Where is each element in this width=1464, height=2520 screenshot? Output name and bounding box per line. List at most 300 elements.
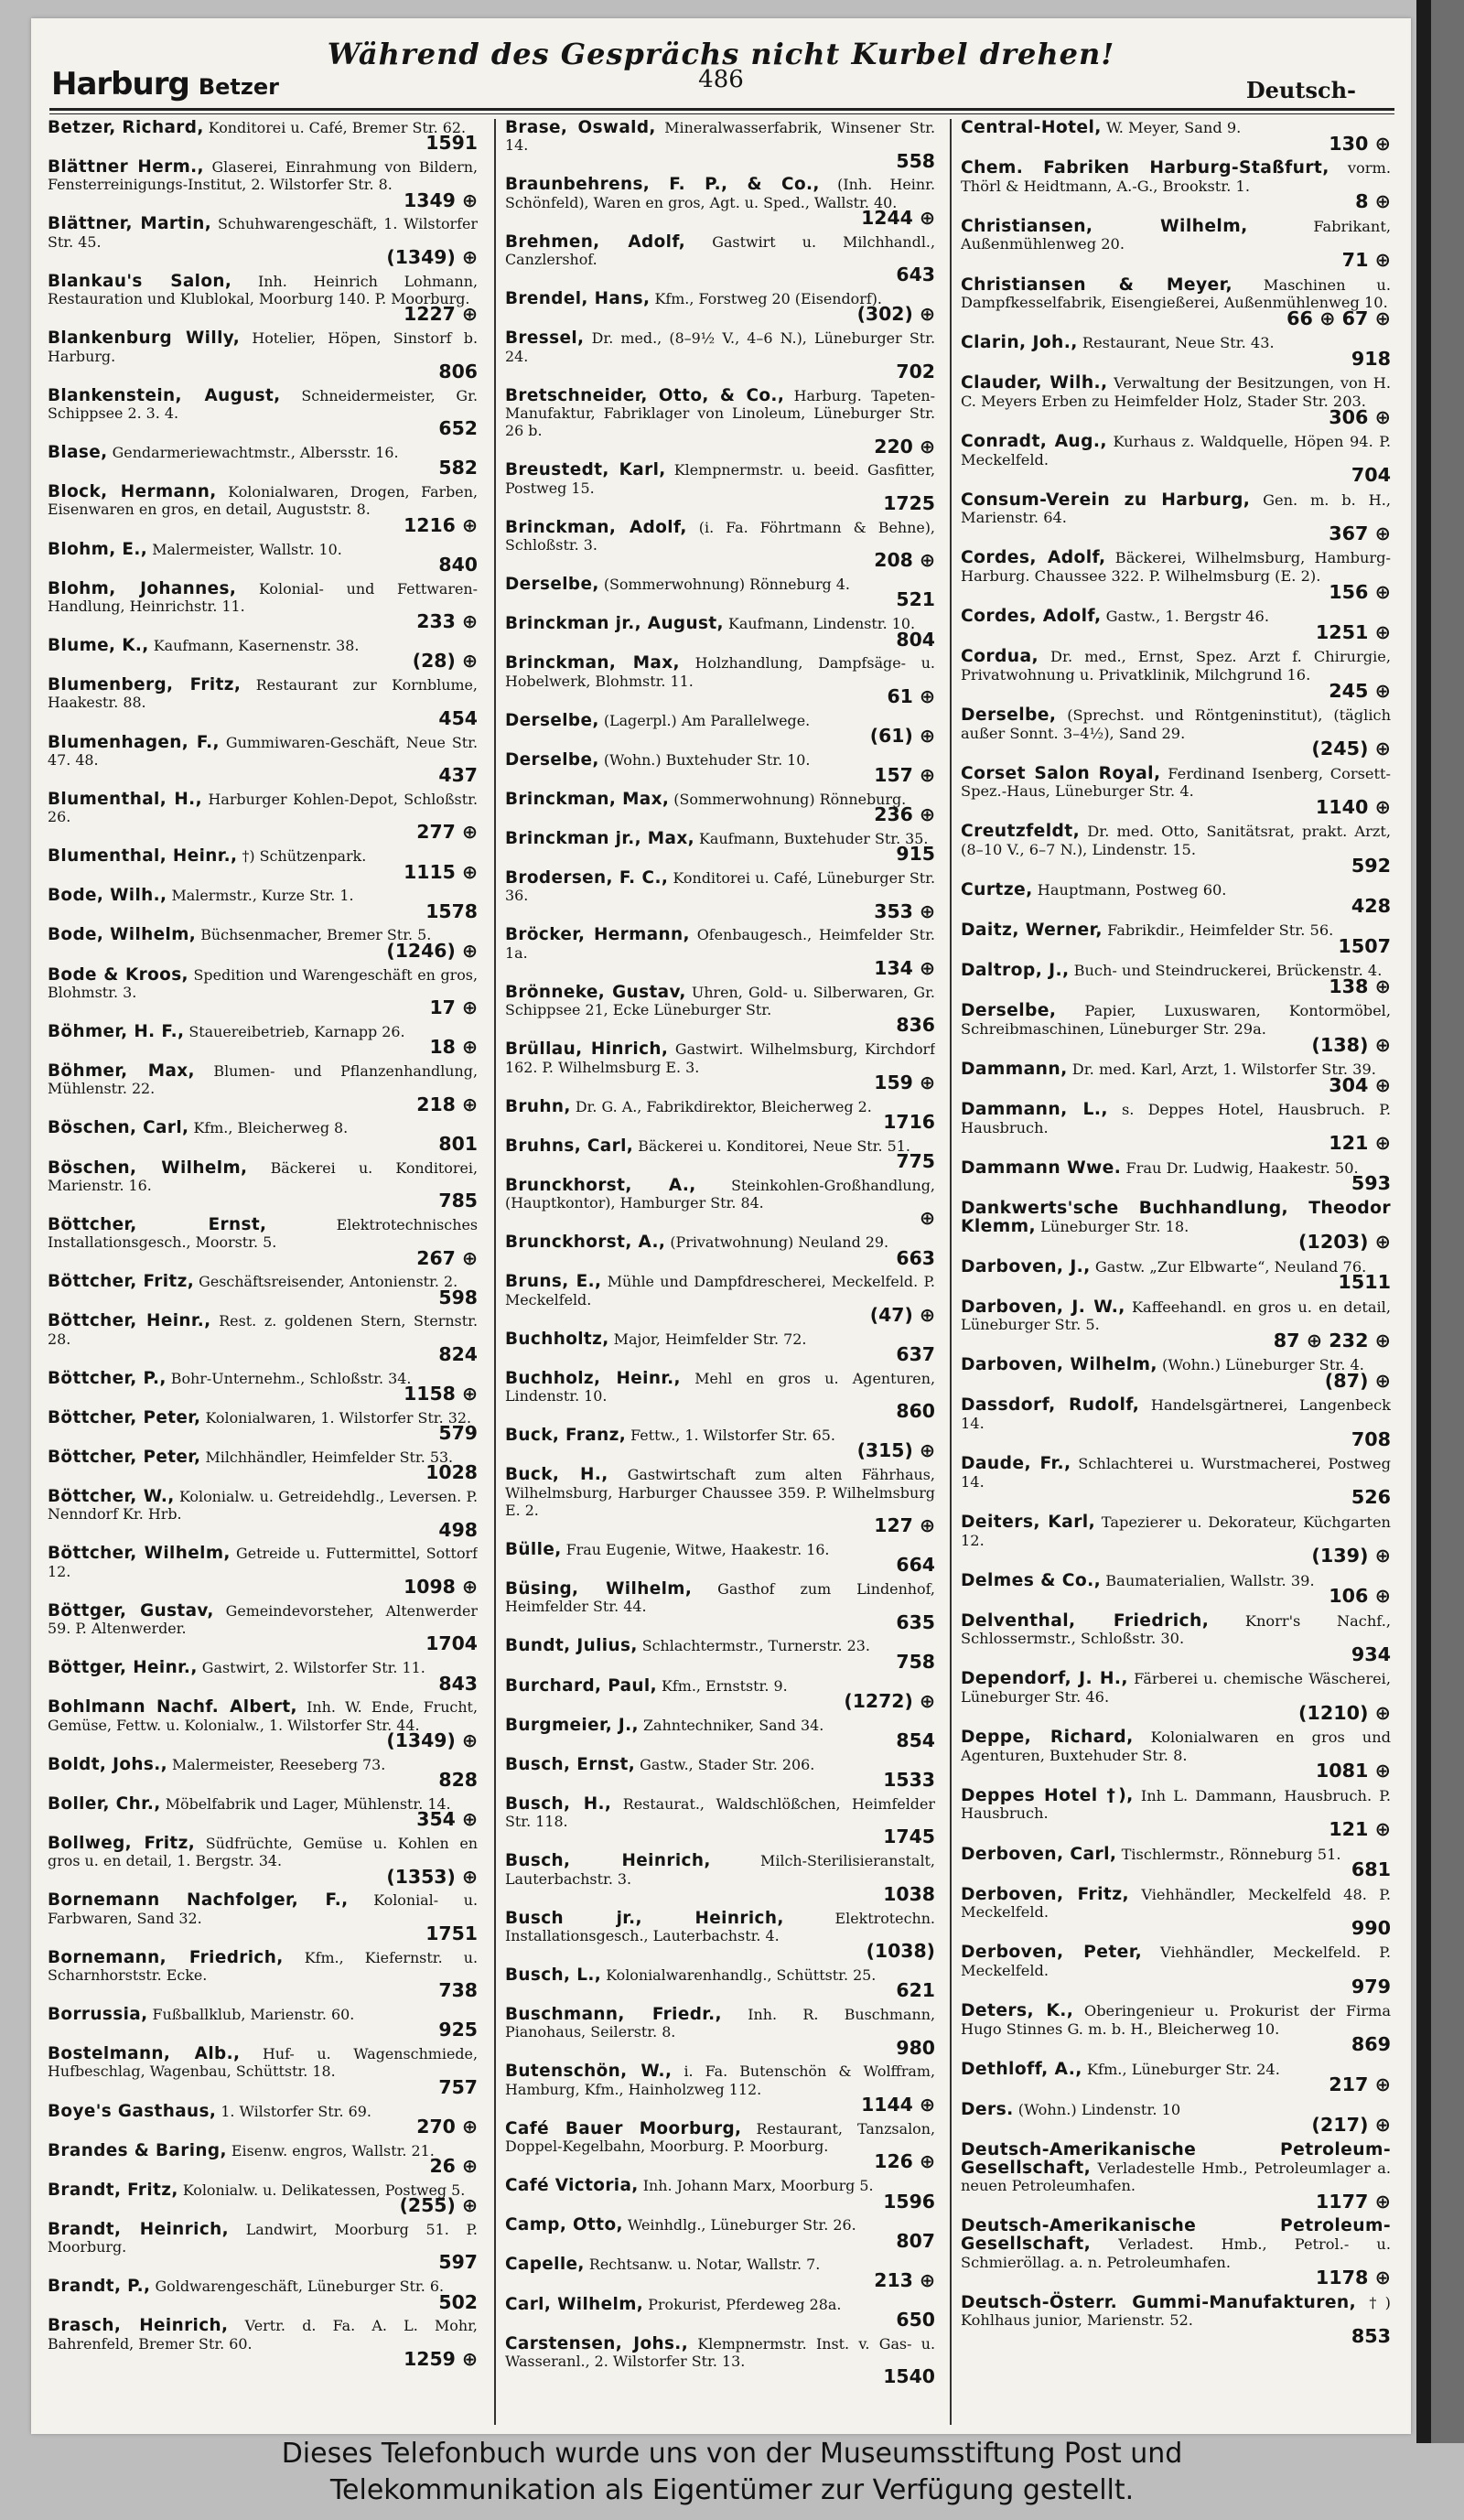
phone-number: 836 [896, 1014, 935, 1037]
phone-number: 1081 ⊕ [1315, 1760, 1391, 1782]
entry-details: Kolonialw. u. Delikatessen, Postweg 5. [178, 2181, 466, 2199]
entry-details: Fettw., 1. Wilstorfer Str. 65. [626, 1427, 835, 1445]
directory-entry [961, 1356, 1391, 1390]
entry-details: Inh L. Dammann, Hausbruch. P. Hausbruch. [961, 1786, 1391, 1823]
phone-number: (315) ⊕ [856, 1439, 935, 1462]
entry-details: Dr. med., Ernst, Spez. Arzt f. Chirurgie, Privatwohnung u. Privatklinik, Milchgrund 16. [961, 648, 1391, 684]
phone-number: 134 ⊕ [874, 957, 935, 980]
directory-entry [48, 1370, 478, 1404]
column-3 [961, 119, 1391, 2425]
directory-entry [961, 823, 1391, 875]
entry-name: Böschen, Carl, [48, 1118, 189, 1138]
entry-details: Schlachtermstr., Turnerstr. 23. [637, 1637, 870, 1655]
entry-name: Buck, H., [505, 1465, 608, 1485]
footer-credit [0, 2436, 1464, 2509]
directory-entry [505, 2335, 935, 2386]
directory-entry [48, 2181, 478, 2215]
entry-details: Büchsenmacher, Bremer Str. 5. [196, 926, 432, 944]
banner-notice: Während des Gesprächs nicht Kurbel drehen! [327, 37, 1115, 71]
phone-number: 650 [896, 2308, 935, 2331]
entry-details: Frau Dr. Ludwig, Haakestr. 50. [1121, 1158, 1359, 1177]
entry-name: Consum-Verein zu Harburg, [961, 490, 1251, 510]
entry-name: Christiansen & Meyer, [961, 275, 1233, 295]
entry-details: (Sprechst. und Röntgeninstitut), (täglich außer Sonnt. 3–4½), Sand 29. [961, 705, 1391, 742]
directory-entry [505, 1580, 935, 1632]
entry-details: Restaurant zur Kornblume, Haakestr. 88. [48, 676, 478, 712]
entry-name: Brase, Oswald, [505, 119, 656, 137]
entry-details: Maschinen u. Dampfkesselfabrik, Eisengießerei, Außenmühlenweg 10. [961, 275, 1391, 312]
phone-number: 824 [438, 1343, 478, 1365]
entry-name: Borrussia, [48, 2005, 148, 2025]
entry-details: (Sommerwohnung) Rönneburg. [669, 790, 907, 808]
directory-entry [505, 1040, 935, 1092]
entry-name: Dankwerts'sche Buchhandlung, Theodor Klemm, [961, 1198, 1391, 1236]
entry-details: (Wohn.) Buxtehuder Str. 10. [598, 750, 811, 769]
phone-number: 1716 [883, 1110, 935, 1133]
directory-sheet [31, 18, 1411, 2434]
directory-entry [961, 648, 1391, 700]
phone-number: 1140 ⊕ [1315, 795, 1391, 818]
phone-number: 1533 [883, 1769, 935, 1792]
entry-name: Camp, Otto, [505, 2215, 623, 2235]
entry-details: Vertr. d. Fa. A. L. Mohr, Bahrenfeld, Bremer Str. 60. [48, 2317, 478, 2353]
entry-details: Kaufmann, Buxtehuder Str. 35. [694, 829, 929, 847]
directory-entry [961, 549, 1391, 601]
directory-entry [505, 1427, 935, 1460]
directory-entry [505, 2006, 935, 2057]
entry-details: Harburger Kohlen-Depot, Schloßstr. 26. [48, 790, 478, 826]
entry-name: Christiansen, Wilhelm, [961, 216, 1248, 236]
directory-entry [48, 1216, 478, 1267]
directory-entry [48, 1062, 478, 1114]
entry-details: Stauereibetrieb, Karnapp 26. [184, 1022, 405, 1040]
entry-name: Busch, L., [505, 1965, 602, 1985]
entry-details: Verladestelle Hmb., Petroleumlager a. neuen Petroleumhafen. [961, 2159, 1391, 2195]
phone-number: 925 [438, 2019, 478, 2041]
directory-entry [505, 925, 935, 980]
phone-number: 643 [896, 264, 935, 286]
entry-name: Carl, Wilhelm, [505, 2294, 644, 2314]
phone-number: 558 [896, 149, 935, 172]
entry-details: Gendarmeriewachtmstr., Albersstr. 16. [107, 444, 399, 462]
entry-name: Blumenthal, Heinr., [48, 846, 238, 867]
directory-entry [505, 869, 935, 921]
entry-name: Blase, [48, 443, 108, 463]
directory-entry [505, 1330, 935, 1364]
phone-number: 1751 [425, 1922, 478, 1944]
phone-number: 637 [896, 1343, 935, 1365]
entry-name: Buchholz, Heinr., [505, 1368, 681, 1388]
directory-entry [48, 926, 478, 960]
directory-entry [961, 159, 1391, 211]
entry-details: Mehl en gros u. Agenturen, Lindenstr. 10. [505, 1369, 935, 1405]
directory-entry [48, 2221, 478, 2272]
entry-details: (Privatwohnung) Neuland 29. [665, 1233, 889, 1252]
phone-number: 1511 [1338, 1271, 1391, 1294]
directory-entry [961, 218, 1391, 270]
directory-entry [505, 2177, 935, 2211]
directory-entry [48, 2006, 478, 2040]
phone-number: 236 ⊕ [874, 803, 935, 826]
entry-name: Böttcher, Ernst, [48, 1214, 267, 1234]
entry-name: Brinckman, Max, [505, 789, 670, 809]
directory-entry [48, 1698, 478, 1750]
entry-details: Rechtsanw. u. Notar, Wallstr. 7. [584, 2256, 821, 2274]
entry-details: Elektrotechnisches Installationsgesch., Moorstr. 5. [48, 1215, 478, 1252]
entry-details: Kaufmann, Lindenstr. 10. [723, 615, 915, 633]
entry-name: Böttcher, Peter, [48, 1407, 201, 1427]
directory-entry [505, 984, 935, 1035]
entry-details: Mineralwasserfabrik, Winsener Str. 14. [505, 119, 935, 155]
entry-name: Derselbe, [961, 705, 1057, 725]
entry-name: Bode & Kroos, [48, 964, 188, 985]
phone-number: 597 [438, 2251, 478, 2274]
phone-number: 807 [896, 2229, 935, 2252]
directory-entry [961, 1886, 1391, 1938]
phone-number: 218 ⊕ [416, 1093, 478, 1115]
entry-details: Oberingenieur u. Prokurist der Firma Hugo Stinnes G. m. b. H., Bleicherweg 10. [961, 2002, 1391, 2038]
phone-number: 1745 [883, 1825, 935, 1848]
directory-entry [48, 2317, 478, 2368]
entry-name: Brinckman jr., August, [505, 614, 724, 634]
directory-entry [961, 608, 1391, 641]
phone-number: 1244 ⊕ [861, 206, 935, 229]
entry-details: Gasthof zum Lindenhof, Heimfelder Str. 44. [505, 1580, 935, 1616]
directory-entry [505, 1910, 935, 1961]
entry-name: Blankenstein, August, [48, 385, 281, 405]
entry-details: †) Kohlhaus junior, Marienstr. 52. [961, 2293, 1391, 2330]
entry-details: Hauptmann, Postweg 60. [1032, 881, 1227, 899]
entry-name: Butenschön, W., [505, 2062, 673, 2082]
entry-details: Restaurant, Tanzsalon, Doppel-Kegelbahn, Moorburg. P. Moorburg. [505, 2119, 935, 2156]
phone-number: 106 ⊕ [1329, 1585, 1391, 1608]
entry-details: Kolonial- und Fettwaren-Handlung, Heinrichstr. 11. [48, 579, 478, 615]
entry-name: Creutzfeldt, [961, 822, 1081, 842]
directory-entry [961, 1396, 1391, 1448]
phone-number: 860 [896, 1400, 935, 1423]
phone-number: 598 [438, 1286, 478, 1308]
entry-details: Major, Heimfelder Str. 72. [608, 1330, 807, 1348]
entry-details: (Sommerwohnung) Rönneburg 4. [598, 576, 850, 594]
entry-details: Verladest. Hmb., Petrol.- u. Schmieröllag. a. n. Petroleumhafen. [961, 2235, 1391, 2271]
directory-entry [48, 1119, 478, 1153]
entry-name: Böttcher, Heinr., [48, 1311, 211, 1331]
phone-number: 663 [896, 1246, 935, 1269]
phone-number: (1349) ⊕ [386, 1728, 478, 1751]
entry-name: Bollweg, Fritz, [48, 1833, 196, 1853]
entry-name: Bornemann, Friedrich, [48, 1947, 284, 1967]
directory-entry [505, 1717, 935, 1750]
entry-details: s. Deppes Hotel, Hausbruch. P. Hausbruch. [961, 1101, 1391, 1136]
directory-entry [505, 1137, 935, 1171]
phone-number: (1246) ⊕ [386, 939, 478, 962]
entry-name: Brandt, Fritz, [48, 2180, 178, 2200]
directory-entry [505, 2296, 935, 2330]
directory-entry [505, 387, 935, 456]
phone-number: (28) ⊕ [412, 650, 478, 673]
directory-entry [505, 1541, 935, 1575]
entry-name: Böhmer, Max, [48, 1061, 195, 1082]
directory-entry [48, 541, 478, 575]
phone-number: (138) ⊕ [1311, 1033, 1391, 1056]
phone-number: 1251 ⊕ [1315, 620, 1391, 643]
entry-details: Viehhändler, Meckelfeld 48. P. Meckelfeld. [961, 1885, 1391, 1922]
entry-name: Cordes, Adolf, [961, 607, 1102, 627]
phone-number: 1259 ⊕ [404, 2347, 478, 2370]
directory-entry [48, 329, 478, 381]
phone-number: 306 ⊕ [1329, 405, 1391, 428]
entry-details: Kfm., Forstweg 20 (Eisendorf). [650, 290, 882, 308]
entry-details: Inh. Heinrich Lohmann, Restauration und Klublokal, Moorburg 140. P. Moorburg. [48, 272, 478, 308]
directory-entry [48, 2103, 478, 2137]
directory-entry [48, 273, 478, 324]
directory-entry [505, 1233, 935, 1267]
phone-number: (245) ⊕ [1311, 738, 1391, 760]
entry-details: (Lagerpl.) Am Parallelwege. [598, 711, 811, 729]
entry-name: Brinckman, Max, [505, 653, 680, 673]
entry-name: Busch, Heinrich, [505, 1851, 711, 1871]
entry-name: Busch jr., Heinrich, [505, 1908, 784, 1928]
directory-entry [505, 1852, 935, 1903]
entry-details: (Wohn.) Lindenstr. 10 [1013, 2100, 1181, 2118]
directory-entry [48, 580, 478, 631]
phone-number: 130 ⊕ [1329, 132, 1391, 155]
directory-entry [961, 1258, 1391, 1292]
phone-number: (217) ⊕ [1311, 2114, 1391, 2137]
entry-name: Blankau's Salon, [48, 271, 232, 291]
phone-number: 854 [896, 1728, 935, 1751]
directory-entry [505, 1677, 935, 1711]
phone-number: 915 [896, 843, 935, 866]
entry-details: Ofenbaugesch., Heimfelder Str. 1a. [505, 926, 935, 962]
directory-entry [961, 2217, 1391, 2288]
phone-number: 502 [438, 2290, 478, 2313]
directory-entry [505, 2216, 935, 2250]
entry-name: Deutsch-Amerikanische Petroleum-Gesellschaft, [961, 2216, 1391, 2254]
phone-number: 87 ⊕ 232 ⊕ [1273, 1329, 1391, 1352]
entry-details: Zahntechniker, Sand 34. [638, 1716, 824, 1734]
directory-entry [505, 1966, 935, 2000]
entry-details: Gastwirtschaft zum alten Fährhaus, Wilhelmsburg, Harburger Chaussee 359. P. Wilhelmsburg E. 2. [505, 1466, 935, 1519]
directory-entry [961, 491, 1391, 544]
phone-number: 1144 ⊕ [861, 2094, 935, 2116]
entry-name: Böttcher, W., [48, 1487, 175, 1507]
directory-entry [505, 461, 935, 512]
entry-details: Kolonialwarenhandlg., Schüttstr. 25. [601, 1966, 877, 1984]
phone-number: 775 [896, 1150, 935, 1173]
phone-number: ⊕ [919, 1207, 935, 1230]
entry-details: Bäckerei, Wilhelmsburg, Hamburg-Harburg. Chaussee 322. P. Wilhelmsburg (E. 2). [961, 549, 1391, 586]
entry-name: Brendel, Hans, [505, 289, 651, 309]
entry-name: Blättner Herm., [48, 157, 204, 178]
phone-number: 157 ⊕ [874, 764, 935, 787]
phone-number: 806 [438, 360, 478, 382]
directory-entry [505, 751, 935, 785]
entry-details: Ferdinand Isenberg, Corsett-Spez.-Haus, Lüneburger Str. 4. [961, 764, 1391, 801]
entry-details: †) Schützenpark. [237, 847, 367, 866]
entry-name: Blättner, Martin, [48, 214, 212, 234]
entry-details: Frau Eugenie, Witwe, Haakestr. 16. [561, 1540, 830, 1558]
entry-details: Weinhdlg., Lüneburger Str. 26. [622, 2216, 856, 2235]
entry-name: Busch, Ernst, [505, 1754, 636, 1774]
entry-name: Daude, Fr., [961, 1454, 1071, 1474]
directory-entry [505, 119, 935, 170]
phone-number: 220 ⊕ [874, 435, 935, 458]
phone-number: 1028 [425, 1461, 478, 1484]
directory-entry [505, 1637, 935, 1671]
directory-entry [961, 1944, 1391, 1996]
directory-entry [48, 734, 478, 785]
entry-details: Geschäftsreisender, Antonienstr. 2. [194, 1273, 458, 1291]
entry-details: Hotelier, Höpen, Sinstorf b. Harburg. [48, 329, 478, 365]
phone-number: 1038 [883, 1882, 935, 1905]
directory-entry [961, 1513, 1391, 1566]
entry-name: Delventhal, Friedrich, [961, 1610, 1210, 1631]
entry-details: Fußballklub, Marienstr. 60. [147, 2006, 355, 2024]
directory-entry [961, 1728, 1391, 1781]
phone-number: 304 ⊕ [1329, 1073, 1391, 1096]
phone-number: (255) ⊕ [399, 2194, 478, 2217]
phone-number: 208 ⊕ [874, 549, 935, 572]
entry-name: Blohm, Johannes, [48, 578, 237, 598]
entry-details: Gastwirt. Wilhelmsburg, Kirchdorf 162. P. Wilhelmsburg E. 3. [505, 1040, 935, 1076]
directory-entry [48, 887, 478, 921]
entry-details: Kolonial- u. Farbwaren, Sand 32. [48, 1891, 478, 1927]
directory-entry [961, 119, 1391, 153]
directory-entry [48, 2278, 478, 2311]
directory-entry [961, 334, 1391, 368]
entry-details: Rest. z. goldenen Stern, Sternstr. 28. [48, 1312, 478, 1348]
entry-name: Bundt, Julius, [505, 1636, 638, 1656]
entry-details: Viehhändler, Meckelfeld. P. Meckelfeld. [961, 1944, 1391, 1979]
phone-number: 980 [896, 2036, 935, 2059]
directory-entry [961, 962, 1391, 996]
phone-number: 454 [438, 706, 478, 729]
entry-name: Darboven, J., [961, 1256, 1091, 1276]
book-edge [1431, 0, 1464, 2443]
directory-entry [48, 637, 478, 671]
entry-name: Buchholtz, [505, 1329, 609, 1349]
phone-number: 1178 ⊕ [1315, 2267, 1391, 2289]
directory-entry [48, 1949, 478, 2000]
directory-entry [48, 1023, 478, 1057]
entry-name: Derboven, Carl, [961, 1844, 1117, 1864]
entry-details: Bohr-Unternehm., Schloßstr. 34. [166, 1369, 412, 1387]
directory-entry [961, 1455, 1391, 1507]
directory-entry [961, 1572, 1391, 1606]
entry-name: Dependorf, J. H., [961, 1669, 1128, 1689]
column-2 [505, 119, 935, 2425]
entry-name: Dammann, L., [961, 1100, 1108, 1120]
entry-details: Lüneburger Str. 18. [1036, 1217, 1190, 1235]
phone-number: 1540 [883, 2365, 935, 2388]
directory-entry [48, 1602, 478, 1653]
entry-name: Daitz, Werner, [961, 921, 1103, 941]
entry-details: Dr. med., (8–9½ V., 4–6 N.), Lüneburger Str. 24. [505, 329, 935, 365]
phone-number: 159 ⊕ [874, 1071, 935, 1093]
entry-name: Derselbe, [505, 749, 599, 770]
entry-name: Bretschneider, Otto, & Co., [505, 385, 785, 405]
entry-details: Tischlermstr., Rönneburg 51. [1116, 1845, 1341, 1863]
phone-number: 582 [438, 457, 478, 479]
directory-entry [505, 830, 935, 864]
directory-entry [505, 654, 935, 705]
phone-number: 664 [896, 1554, 935, 1577]
column-1 [48, 119, 478, 2425]
entry-details: Gen. m. b. H., Marienstr. 64. [961, 490, 1391, 527]
phone-number: 1704 [425, 1632, 478, 1655]
directory-entry [961, 1298, 1391, 1351]
entry-details: Eisenw. engros, Wallstr. 21. [226, 2141, 435, 2159]
entry-name: Brandt, Heinrich, [48, 2219, 230, 2239]
directory-entry [48, 2142, 478, 2176]
phone-number: (47) ⊕ [869, 1303, 935, 1326]
entry-details: Gemeindevorsteher, Altenwerder 59. P. Altenwerder. [48, 1601, 478, 1638]
directory-entry [505, 2062, 935, 2114]
directory-entry [961, 1101, 1391, 1153]
directory-entry [48, 1891, 478, 1943]
phone-number: 18 ⊕ [429, 1036, 478, 1059]
entry-details: Verwaltung der Besitzungen, von H. C. Meyers Erben zu Heimfelder Holz, Stader Str. 203. [961, 374, 1391, 410]
entry-name: Bornemann Nachfolger, F., [48, 1890, 349, 1911]
entry-name: Derboven, Peter, [961, 1943, 1143, 1963]
entry-name: Cordes, Adolf, [961, 548, 1106, 568]
directory-entry [48, 119, 478, 153]
directory-entry [961, 1670, 1391, 1722]
entry-details: Kolonialw. u. Getreidehdlg., Leversen. P. Nenndorf Kr. Hrb. [48, 1488, 478, 1524]
directory-entry [48, 483, 478, 534]
directory-entry [505, 290, 935, 324]
entry-name: Derboven, Fritz, [961, 1884, 1130, 1904]
directory-entry [505, 712, 935, 746]
entry-name: Deppes Hotel †), [961, 1785, 1134, 1805]
entry-name: Böttcher, Peter, [48, 1447, 201, 1467]
directory-entry [48, 676, 478, 727]
entry-details: Glaserei, Einrahmung von Bildern, Fensterreinigungs-Institut, 2. Wilstorfer Str. 8. [48, 158, 478, 194]
phone-number: 758 [896, 1650, 935, 1673]
entry-details: Goldwarengeschäft, Lüneburger Str. 6. [150, 2278, 445, 2296]
phone-number: 738 [438, 1979, 478, 2002]
phone-number: 8 ⊕ [1355, 190, 1391, 213]
entry-details: Gastw., 1. Bergstr 46. [1101, 608, 1269, 626]
directory-entry [48, 1756, 478, 1790]
phone-number: 1349 ⊕ [404, 188, 478, 211]
entry-name: Bohlmann Nachf. Albert, [48, 1697, 297, 1718]
phone-number: 1507 [1338, 934, 1391, 957]
entry-name: Bode, Wilh., [48, 886, 167, 906]
phone-number: 1725 [883, 491, 935, 514]
directory-entry [505, 2256, 935, 2289]
entry-name: Buschmann, Friedr., [505, 2005, 722, 2025]
directory-entry [961, 2294, 1391, 2346]
entry-details: Prokurist, Pferdeweg 28a. [643, 2295, 842, 2313]
phone-number: 1216 ⊕ [404, 513, 478, 536]
entry-details: (i. Fa. Föhrtmann & Behne), Schloßstr. 3. [505, 518, 935, 555]
entry-details: Klempnermstr. Inst. v. Gas- u. Wasseranl., 2. Wilstorfer Str. 13. [505, 2334, 935, 2370]
entry-details: 1. Wilstorfer Str. 69. [216, 2102, 371, 2120]
entry-name: Dammann Wwe. [961, 1158, 1122, 1178]
phone-number: (87) ⊕ [1324, 1370, 1391, 1392]
book-spine-shadow [1416, 0, 1431, 2443]
directory-entry [48, 791, 478, 842]
entry-name: Clauder, Wilh., [961, 373, 1108, 393]
entry-name: Brehmen, Adolf, [505, 232, 686, 252]
phone-number: 843 [438, 1672, 478, 1695]
phone-number: 267 ⊕ [416, 1246, 478, 1269]
entry-details: Gastw. „Zur Elbwarte“, Neuland 76. [1090, 1257, 1367, 1276]
entry-name: Braunbehrens, F. P., & Co., [505, 175, 820, 195]
entry-name: Brunckhorst, A., [505, 1175, 696, 1195]
